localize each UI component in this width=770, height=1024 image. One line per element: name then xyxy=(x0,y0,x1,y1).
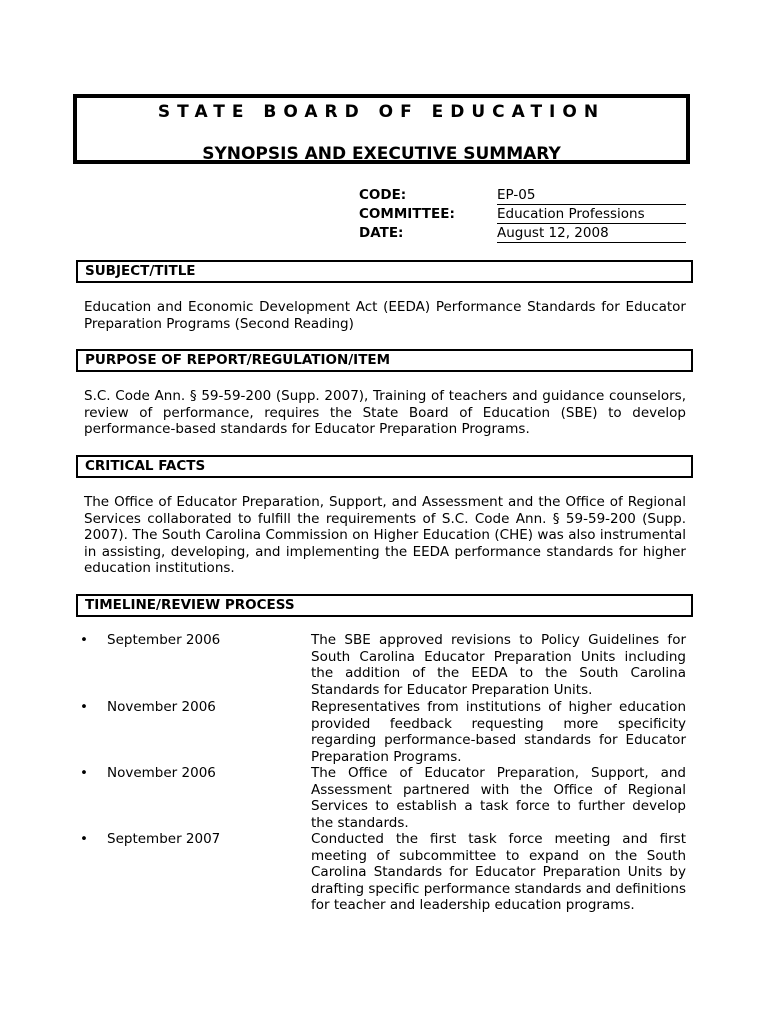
subject-body: Education and Economic Development Act (EEDA) Performance Standards for Educator Preparation Programs (Second Reading) xyxy=(84,299,686,332)
committee-value: Education Professions xyxy=(497,206,686,224)
timeline-date: September 2007 xyxy=(107,831,221,847)
bullet-icon: • xyxy=(80,765,88,781)
title-box xyxy=(73,94,690,164)
code-value: EP-05 xyxy=(497,187,686,205)
timeline-description: The SBE approved revisions to Policy Guidelines for South Carolina Educator Preparation Units including the addition of the EEDA to the South Carolina Standards for Educator Preparation Units. xyxy=(311,632,686,698)
date-value: August 12, 2008 xyxy=(497,225,686,243)
timeline-date: November 2006 xyxy=(107,699,216,715)
code-label: CODE: xyxy=(359,187,407,203)
purpose-heading: PURPOSE OF REPORT/REGULATION/ITEM xyxy=(76,349,693,372)
timeline-date: September 2006 xyxy=(107,632,221,648)
bullet-icon: • xyxy=(80,831,88,847)
critical-facts-body: The Office of Educator Preparation, Support, and Assessment and the Office of Regional Services collaborated to fulfill the requirements of S.C. Code Ann. § 59-59-200 (Supp. 2007). The South Carolina Commission on Higher Education (CHE) was also instrumental in assisting, developing, and implementing the EEDA performance standards for higher education institutions. xyxy=(84,494,686,576)
timeline-description: The Office of Educator Preparation, Support, and Assessment partnered with the Office of Regional Services to establish a task force to further develop the standards. xyxy=(311,765,686,831)
document-subtitle: SYNOPSIS AND EXECUTIVE SUMMARY xyxy=(202,144,561,164)
bullet-icon: • xyxy=(80,632,88,648)
purpose-body: S.C. Code Ann. § 59-59-200 (Supp. 2007), Training of teachers and guidance counselors, review of performance, requires the State Board of Education (SBE) to develop performance-based standards for Educator Preparation Programs. xyxy=(84,388,686,437)
committee-label: COMMITTEE: xyxy=(359,206,455,222)
board-title: STATE BOARD OF EDUCATION xyxy=(157,102,606,122)
timeline-date: November 2006 xyxy=(107,765,216,781)
timeline-description: Representatives from institutions of higher education provided feedback requesting more specificity regarding performance-based standards for Educator Preparation Programs. xyxy=(311,699,686,765)
subject-heading: SUBJECT/TITLE xyxy=(76,260,693,283)
timeline-heading: TIMELINE/REVIEW PROCESS xyxy=(76,594,693,617)
bullet-icon: • xyxy=(80,699,88,715)
timeline-description: Conducted the first task force meeting and first meeting of subcommittee to expand on the South Carolina Standards for Educator Preparation Units by drafting specific performance standards and definitions for teacher and leadership education programs. xyxy=(311,831,686,913)
critical-facts-heading: CRITICAL FACTS xyxy=(76,455,693,478)
date-label: DATE: xyxy=(359,225,404,241)
